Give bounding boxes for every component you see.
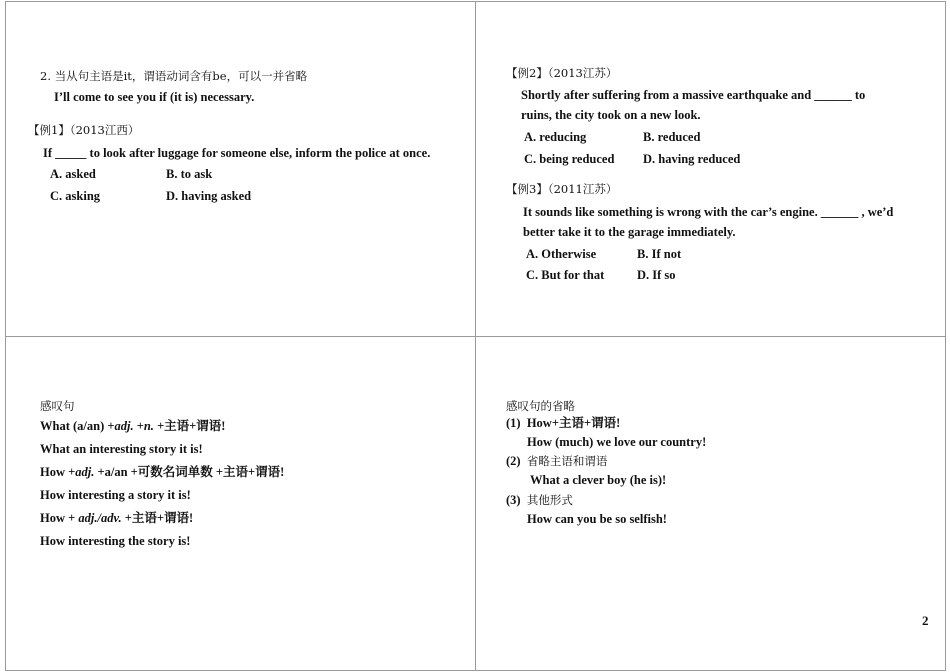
pattern-how-adj: How + adj./adv. +主语+谓语! <box>40 511 194 525</box>
example-how-noun: How interesting a story it is! <box>40 488 191 502</box>
slide-examples-2-3 <box>475 1 946 337</box>
example-2-title: 【例2】（2013江苏） <box>506 66 618 80</box>
example-3-title: 【例3】（2011江苏） <box>506 182 618 196</box>
example-2-question-line1: Shortly after suffering from a massive earthquake and ______ to <box>521 88 866 102</box>
option-c: C. asking <box>50 189 101 203</box>
slide-heading: 感叹句 <box>40 399 75 413</box>
slide-exclamatory-ellipsis <box>475 336 946 671</box>
example-how-adj: How interesting the story is! <box>40 534 191 548</box>
option-d: D. If so <box>637 268 676 282</box>
example-sentence: I’ll come to see you if (it is) necessary. <box>54 90 255 104</box>
option-b: B. reduced <box>643 130 701 144</box>
slide-heading: 感叹句的省略 <box>506 399 575 413</box>
item-3-example: How can you be so selfish! <box>527 512 667 526</box>
option-b: B. If not <box>637 247 682 261</box>
item-2-example: What a clever boy (he is)! <box>530 473 667 487</box>
rule-heading: 2. 当从句主语是it，谓语动词含有be，可以一并省略 <box>40 69 308 83</box>
slide-exclamatory-sentences <box>5 336 476 671</box>
option-c: C. being reduced <box>524 152 615 166</box>
pattern-what: What (a/an) +adj. +n. +主语+谓语! <box>40 419 226 433</box>
example-1-title: 【例1】（2013江西） <box>28 123 140 137</box>
page-number: 2 <box>922 613 929 628</box>
option-d: D. having asked <box>166 189 252 203</box>
pattern-how-noun: How +adj. +a/an +可数名词单数 +主语+谓语! <box>40 465 285 479</box>
item-3: (3) 其他形式 <box>506 493 573 507</box>
example-2-question-line2: ruins, the city took on a new look. <box>521 108 701 122</box>
item-1: (1) How+主语+谓语! <box>506 416 621 430</box>
item-2: (2) 省略主语和谓语 <box>506 454 608 468</box>
item-1-example: How (much) we love our country! <box>527 435 707 449</box>
example-1-question: If _____ to look after luggage for someone else, inform the police at once. <box>43 146 431 160</box>
option-b: B. to ask <box>166 167 213 181</box>
option-c: C. But for that <box>526 268 605 282</box>
option-a: A. Otherwise <box>526 247 597 261</box>
option-a: A. asked <box>50 167 96 181</box>
option-a: A. reducing <box>524 130 587 144</box>
slide-ellipsis-it-be <box>5 1 476 337</box>
example-3-question-line2: better take it to the garage immediately. <box>523 225 736 239</box>
example-3-question-line1: It sounds like something is wrong with the car’s engine. ______ , we’d <box>523 205 894 219</box>
option-d: D. having reduced <box>643 152 741 166</box>
example-what: What an interesting story it is! <box>40 442 203 456</box>
